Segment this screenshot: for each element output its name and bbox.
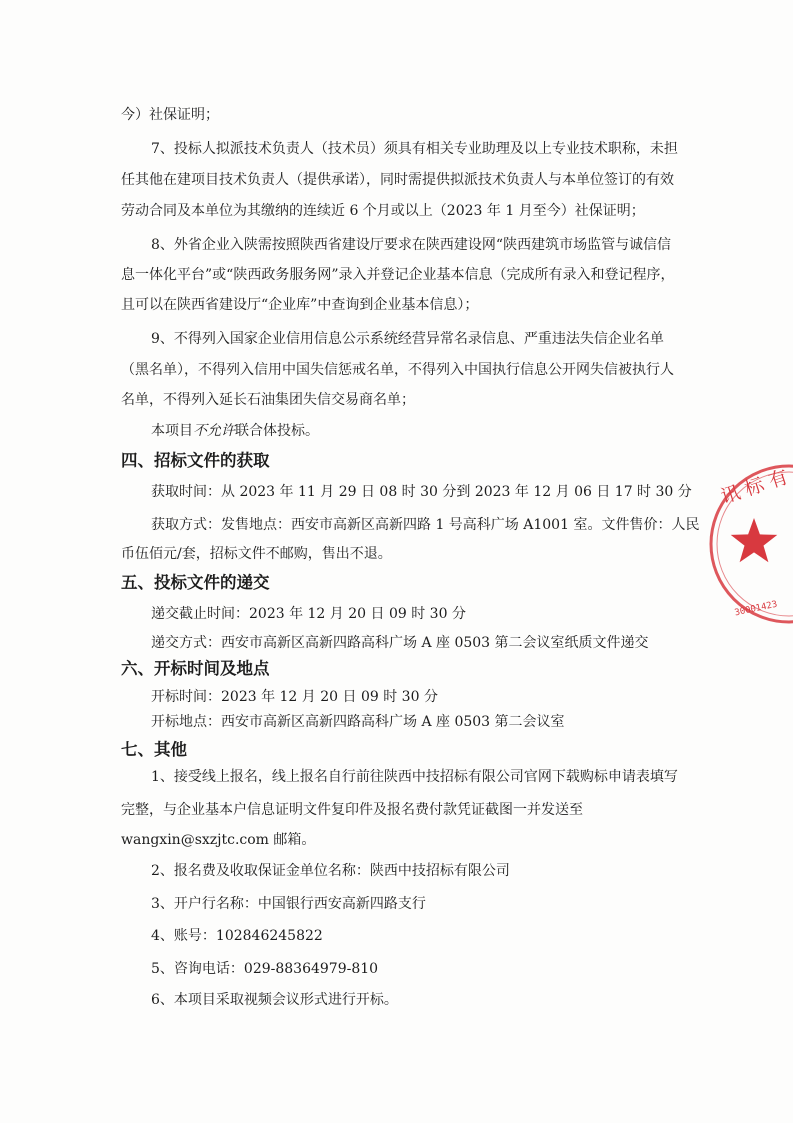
item-8-line-2: 息一体化平台”或“陕西政务服务网”录入并登记企业基本信息（完成所有录入和登记程序， <box>121 267 675 283</box>
section-6-place: 开标地点：西安市高新区高新四路高科广场 A 座 0503 第二会议室 <box>151 714 565 730</box>
section-6-time: 开标时间：2023 年 12 月 20 日 09 时 30 分 <box>151 689 438 705</box>
section-4-method-line-2: 币伍佰元/套，招标文件不邮购，售出不退。 <box>121 546 392 562</box>
consortium-note <box>151 422 319 440</box>
section-4-time: 获取时间：从 2023 年 11 月 29 日 08 时 30 分到 2023 年 12 月 06 日 17 时 30 分 <box>151 484 692 500</box>
section-7-item-4: 4、账号：102846245822 <box>151 928 323 944</box>
section-7-item-1-line-3: wangxin@sxzjtc.com 邮箱。 <box>121 832 316 848</box>
item-7-line-3: 劳动合同及本单位为其缴纳的连续近 6 个月或以上（2023 年 1 月至今）社保证明； <box>121 203 645 219</box>
seal-text-top: 讯 标 有 <box>718 466 791 509</box>
section-7-item-1-line-2: 完整，与企业基本户信息证明文件复印件及报名费付款凭证截图一并发送至 <box>121 802 583 818</box>
seal-star-icon <box>731 518 778 562</box>
item-9-line-2: （黑名单），不得列入信用中国失信惩戒名单，不得列入中国执行信息公开网失信被执行人 <box>121 362 674 378</box>
section-5-heading: 五、投标文件的递交 <box>121 573 270 592</box>
consortium-italic: 不允许 <box>193 423 235 439</box>
section-7-item-3: 3、开户行名称：中国银行西安高新四路支行 <box>151 896 426 912</box>
section-7-item-5: 5、咨询电话：029-88364979-810 <box>151 961 379 977</box>
item-9-line-1: 9、不得列入国家企业信用信息公示系统经营异常名录信息、严重违法失信企业名单 <box>151 331 664 347</box>
section-7-item-6: 6、本项目采取视频会议形式进行开标。 <box>151 992 398 1008</box>
item-8-line-1: 8、外省企业入陕需按照陕西省建设厅要求在陕西建设网“陕西建筑市场监管与诚信信 <box>151 237 672 253</box>
section-7-heading: 七、其他 <box>121 740 187 759</box>
social-security-tail: 今）社保证明； <box>121 107 219 123</box>
seal-code: 30001423 <box>733 599 779 619</box>
section-5-deadline: 递交截止时间：2023 年 12 月 20 日 09 时 30 分 <box>151 606 466 622</box>
consortium-prefix: 本项目 <box>151 423 193 439</box>
section-4-heading: 四、招标文件的获取 <box>121 451 270 470</box>
item-7-line-2: 任其他在建项目技术负责人（提供承诺），同时需提供拟派技术负责人与本单位签订的有效 <box>121 172 674 188</box>
section-4-method-line-1: 获取方式：发售地点：西安市高新区高新四路 1 号高科广场 A1001 室。文件售价：人民 <box>151 517 700 533</box>
section-7-item-1-line-1: 1、接受线上报名，线上报名自行前往陕西中技招标有限公司官网下载购标申请表填写 <box>151 769 678 785</box>
item-9-line-3: 名单，不得列入延长石油集团失信交易商名单； <box>121 392 415 408</box>
company-seal <box>706 462 793 627</box>
item-7-line-1: 7、投标人拟派技术负责人（技术员）须具有相关专业助理及以上专业技术职称，未担 <box>151 141 678 157</box>
consortium-suffix: 联合体投标。 <box>235 423 319 439</box>
section-6-heading: 六、开标时间及地点 <box>121 659 270 678</box>
section-7-item-2: 2、报名费及收取保证金单位名称：陕西中技招标有限公司 <box>151 863 510 879</box>
section-5-method: 递交方式：西安市高新区高新四路高科广场 A 座 0503 第二会议室纸质文件递交 <box>151 635 649 651</box>
item-8-line-3: 且可以在陕西省建设厅“企业库”中查询到企业基本信息）； <box>121 297 479 313</box>
